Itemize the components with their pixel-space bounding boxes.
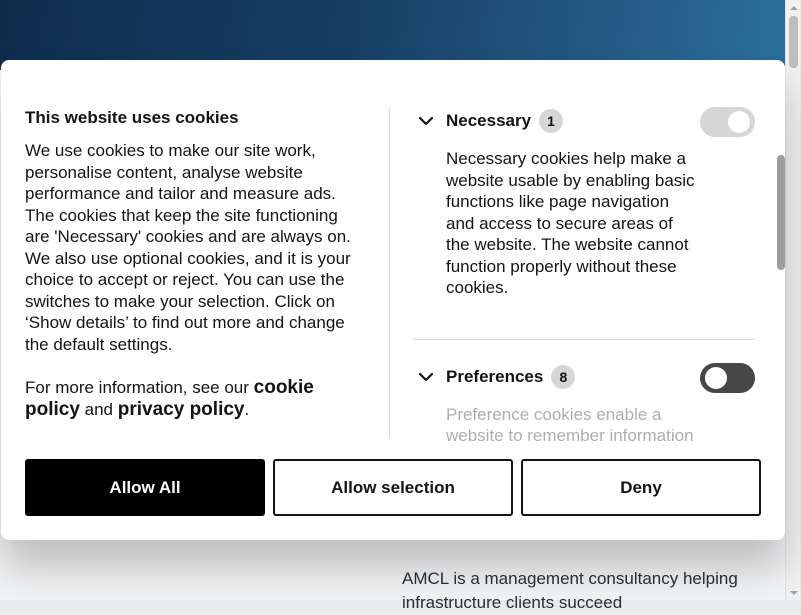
cookie-policy-link[interactable]: cookie policy xyxy=(25,377,314,420)
category-header-necessary[interactable] xyxy=(413,108,765,134)
category-label: Necessary xyxy=(446,111,532,130)
privacy-policy-link[interactable]: privacy policy xyxy=(117,398,245,420)
toggle-knob xyxy=(728,111,750,133)
chevron-down-icon[interactable] xyxy=(413,108,439,134)
column-divider xyxy=(389,108,390,438)
intro-text: AMCL is a management consultancy helping infrastructure clients succeed xyxy=(402,569,738,612)
preferences-toggle[interactable] xyxy=(700,363,755,393)
dialog-title: This website uses cookies xyxy=(25,108,239,127)
dialog-body: We use cookies to make our site work, personalise content, analyse website performance and tailor and measure ads. The cookies that keep the site functioning are 'Necessary' cookies and are always on. We also use optional cookies, and it is your choice to accept or reject. You can use the switches to make your selection. Click on ‘Show details’ to find out more and change the default settings. xyxy=(25,141,351,354)
more-info-text xyxy=(25,377,365,420)
category-header-preferences[interactable] xyxy=(413,364,765,390)
more-info-suffix: . xyxy=(244,399,250,419)
categories-scrollbar[interactable] xyxy=(777,108,785,488)
category-label: Preferences xyxy=(446,366,544,386)
scroll-down-arrow-icon[interactable] xyxy=(786,585,801,600)
category-necessary xyxy=(413,108,765,340)
category-count-badge: 8 xyxy=(551,365,575,389)
page-scrollbar-thumb[interactable] xyxy=(789,16,798,68)
allow-selection-button[interactable]: Allow selection xyxy=(273,459,513,516)
category-description: Preference cookies enable a website to remember information xyxy=(446,404,694,445)
category-preferences xyxy=(413,364,765,447)
category-description: Necessary cookies help make a website usable by enabling basic functions like page navigation and access to secure areas of the website. The website cannot function properly without these cookies. xyxy=(446,149,695,297)
cookie-consent-dialog xyxy=(1,60,785,540)
more-info-prefix: For more information, see our xyxy=(25,378,249,397)
cookie-categories xyxy=(413,108,765,445)
category-divider xyxy=(413,339,754,340)
toggle-knob xyxy=(705,367,727,389)
deny-button[interactable]: Deny xyxy=(521,459,761,516)
scroll-up-arrow-icon[interactable] xyxy=(786,0,801,15)
chevron-down-icon[interactable] xyxy=(413,364,439,390)
consent-intro xyxy=(25,108,365,438)
necessary-toggle[interactable] xyxy=(700,107,755,137)
category-count-badge: 1 xyxy=(539,109,563,133)
page-scrollbar[interactable] xyxy=(785,0,800,600)
allow-all-button[interactable]: Allow All xyxy=(25,459,265,516)
categories-scrollbar-thumb[interactable] xyxy=(777,155,785,270)
consent-actions xyxy=(25,459,761,516)
more-info-and: and xyxy=(84,399,114,419)
